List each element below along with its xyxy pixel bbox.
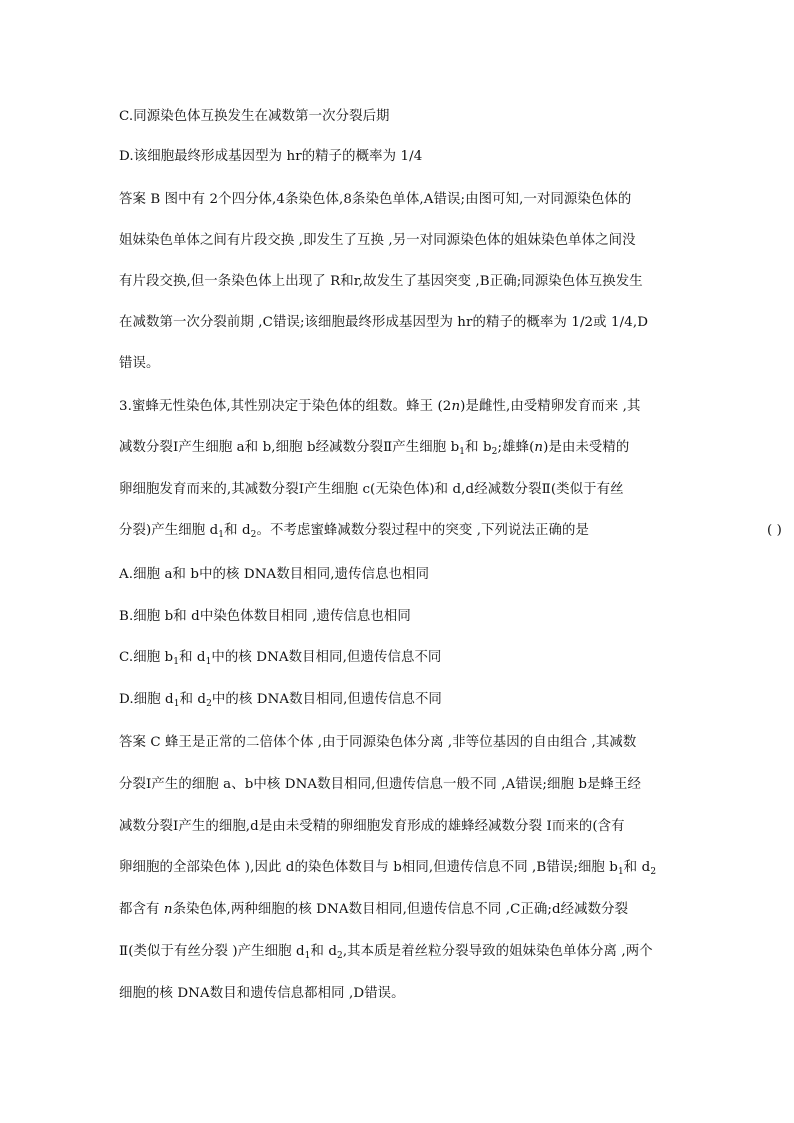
q3-option-d: D.细胞 $d_1$和 $d_2$中的核 DNA数目相同,但遗传信息不同: [119, 692, 442, 709]
q3-option-c: C.细胞 $b_1$和 $d_1$中的核 DNA数目相同,但遗传信息不同: [119, 650, 442, 667]
q2-answer-line-1: 答案 B 图中有 2个四分体,4条染色体,8条染色单体,A错误;由图可知,一对同源染色体的: [119, 192, 632, 207]
q3-stem-line-2: 减数分裂Ⅰ产生细胞 a和 b,细胞 b经减数分裂Ⅱ产生细胞 $b_1$和 $b_2$;雄蜂(n)是由未受精的: [119, 440, 630, 457]
q2-answer-line-3: 有片段交换,但一条染色体上出现了 R和r,故发生了基因突变 ,B正确;同源染色体互换发生: [119, 274, 643, 289]
q2-option-d: D.该细胞最终形成基因型为 hr的精子的概率为 1/4: [119, 149, 423, 164]
q3-option-a: A.细胞 a和 b中的核 DNA数目相同,遗传信息也相同: [119, 567, 430, 582]
q3-answer-line-3: 减数分裂Ⅰ产生的细胞,d是由未受精的卵细胞发育形成的雄蜂经减数分裂 Ⅰ而来的(含有: [119, 819, 625, 834]
q2-option-c: C.同源染色体互换发生在减数第一次分裂后期: [119, 109, 390, 124]
q3-stem-line-4: 分裂)产生细胞 $d_1$和 $d_2$。不考虑蜜蜂减数分裂过程中的突变 ,下列说法正确的是 ( ): [119, 523, 783, 540]
q3-answer-line-5: 都含有 n条染色体,两种细胞的核 DNA数目相同,但遗传信息不同 ,C正确;d经减数分裂: [119, 902, 629, 917]
q2-answer-line-2: 姐妹染色单体之间有片段交换 ,即发生了互换 ,另一对同源染色体的姐妹染色单体之间没: [119, 233, 636, 248]
q2-answer-line-4: 在减数第一次分裂前期 ,C错误;该细胞最终形成基因型为 hr的精子的概率为 1/2或 1/4,D: [119, 315, 649, 330]
q3-answer-line-1: 答案 C 蜂王是正常的二倍体个体 ,由于同源染色体分离 ,非等位基因的自由组合 ,其减数: [119, 735, 637, 750]
q3-stem-line-1: 3.蜜蜂无性染色体,其性别决定于染色体的组数。蜂王 (2n)是雌性,由受精卵发育而来 ,其: [119, 399, 641, 414]
answer-blank-paren: ( ): [767, 523, 783, 538]
q3-answer-line-4: 卵细胞的全部染色体 ),因此 d的染色体数目与 b相同,但遗传信息不同 ,B错误;细胞 $b_1$和 $d_2$: [119, 860, 657, 877]
q3-answer-line-2: 分裂Ⅰ产生的细胞 a、b中核 DNA数目相同,但遗传信息一般不同 ,A错误;细胞 b是蜂王经: [119, 777, 641, 792]
q3-option-b: B.细胞 b和 d中染色体数目相同 ,遗传信息也相同: [119, 609, 411, 624]
q2-answer-line-5: 错误。: [119, 356, 160, 371]
q3-stem-line-3: 卵细胞发育而来的,其减数分裂Ⅰ产生细胞 c(无染色体)和 d,d经减数分裂Ⅱ(类似于有丝: [119, 482, 624, 497]
q3-answer-line-7: 细胞的核 DNA数目和遗传信息都相同 ,D错误。: [119, 986, 405, 1001]
q3-answer-line-6: Ⅱ(类似于有丝分裂 )产生细胞 $d_1$和 $d_2$,其本质是着丝粒分裂导致的姐妹染色单体分离 ,两个: [119, 944, 653, 961]
